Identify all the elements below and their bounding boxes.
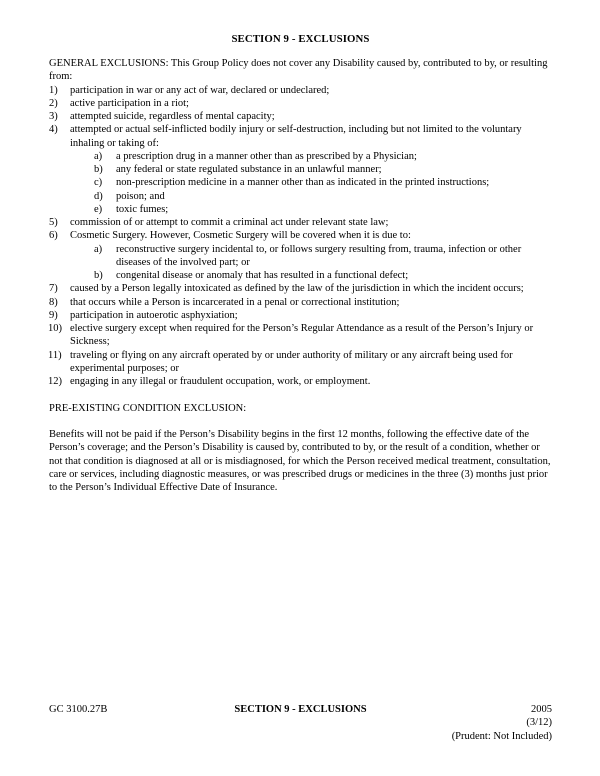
footer-year: 2005 (531, 704, 552, 715)
page-title: SECTION 9 - EXCLUSIONS (231, 33, 370, 45)
list-item (49, 97, 552, 110)
sublist-marker: b) (94, 164, 103, 175)
list-item (49, 123, 552, 216)
list-item (49, 322, 552, 349)
list-item-text: engaging in any illegal or fraudulent occupation, work, or employment. (70, 376, 371, 387)
list-item (49, 309, 552, 322)
list-marker: 2) (49, 97, 58, 109)
list-marker: 3) (49, 111, 58, 122)
sublist-item (70, 203, 552, 216)
sublist-item-text: congenital disease or anomaly that has resulted in a functional defect; (116, 270, 409, 281)
spacer (49, 388, 552, 401)
list-item-text: participation in autoerotic asphyxiation; (70, 309, 238, 321)
sublist-item (70, 150, 552, 163)
sublist-item-text: non-prescription medicine in a manner other than as indicated in the printed instructions; (116, 177, 490, 189)
footer-page-indicator: (3/12) (526, 717, 552, 729)
list-item (49, 84, 552, 97)
list-marker: 12) (48, 376, 62, 387)
list-item-text: commission of or attempt to commit a criminal act under relevant state law; (70, 217, 389, 228)
list-item-text: that occurs while a Person is incarcerated in a penal or correctional institution; (70, 296, 400, 308)
general-exclusions-paragraph (49, 57, 552, 84)
sublist-item-text: any federal or state regulated substance in an unlawful manner; (116, 164, 382, 175)
sublist-item (70, 176, 552, 189)
list-item-text: elective surgery except when required for the Person’s Regular Attendance as a result of the Person’s Injury or Sickness; (70, 323, 534, 348)
preexisting-heading: PRE-EXISTING CONDITION EXCLUSION: (49, 402, 247, 414)
sublist-marker: a) (94, 150, 103, 162)
list-item-text: participation in war or any act of war, declared or undeclared; (70, 84, 330, 96)
document-body (49, 57, 552, 494)
sublist-item-text: a prescription drug in a manner other than as prescribed by a Physician; (116, 150, 417, 162)
list-marker: 9) (49, 309, 58, 321)
list-item-text: attempted or actual self-inflicted bodily injury or self-destruction, including but not limited to the voluntary inhaling or taking of: (70, 124, 522, 149)
sublist-marker: b) (94, 270, 103, 281)
sublist-marker: c) (94, 177, 103, 189)
list-marker: 10) (48, 323, 62, 334)
exclusions-list (49, 84, 552, 389)
footer-row-primary (49, 703, 552, 716)
list-marker: 4) (49, 124, 58, 136)
sublist-item (70, 163, 552, 176)
list-marker: 5) (49, 217, 58, 228)
list-item (49, 216, 552, 229)
sublist-item (70, 190, 552, 203)
sublist-item-text: poison; and (116, 190, 165, 202)
list-item (49, 296, 552, 309)
sublist-item-text: toxic fumes; (116, 203, 169, 215)
list-marker: 1) (49, 84, 58, 96)
list-item (49, 349, 552, 376)
sublist-marker: a) (94, 243, 103, 255)
sublist-item-text: reconstructive surgery incidental to, or follows surgery resulting from, trauma, infection or other diseases of the involved part; or (116, 243, 522, 268)
general-exclusions-lead-text: : This Group Policy does not cover any Disability caused by, contributed to by, or resulting from: (49, 58, 548, 83)
sublist-marker: e) (94, 203, 103, 215)
preexisting-paragraph: Benefits will not be paid if the Person’s Disability begins in the first 12 months, following the effective date of the Person’s coverage; and the Person’s Disability is caused by, contributed to by, or the result of a condition, whether or not that condition is diagnosed at all or is misdiagnosed, for which the Person received medical treatment, consultation, care or services, including diagnostic measures, or was prescribed drugs or medicines in the three (3) months just prior to the Person’s Individual Effective Date of Insurance. (49, 429, 551, 493)
general-exclusions-label: GENERAL EXCLUSIONS (49, 58, 166, 69)
sublist-marker: d) (94, 190, 103, 202)
list-item-text: Cosmetic Surgery. However, Cosmetic Surgery will be covered when it is due to: (70, 230, 411, 242)
list-item (49, 229, 552, 282)
sublist-item (70, 269, 552, 282)
list-item (49, 375, 552, 388)
footer-row-note (49, 730, 552, 743)
footer-form-number: GC 3100.27B (49, 704, 108, 715)
spacer (49, 415, 552, 428)
list-item (49, 110, 552, 123)
list-item-text: attempted suicide, regardless of mental capacity; (70, 111, 275, 122)
sublist-item (70, 243, 552, 270)
footer-note: (Prudent: Not Included) (451, 730, 552, 742)
footer-section-title: SECTION 9 - EXCLUSIONS (234, 704, 367, 715)
list-marker: 6) (49, 230, 58, 242)
list-item-text: active participation in a riot; (70, 97, 189, 109)
list-marker: 11) (48, 349, 62, 361)
list-marker: 8) (49, 296, 58, 308)
list-item (49, 282, 552, 295)
list-item-text: caused by a Person legally intoxicated as defined by the law of the jurisdiction in which the incident occurs; (70, 283, 524, 295)
list-marker: 7) (49, 283, 58, 295)
sublist (70, 243, 552, 283)
page-footer (49, 703, 552, 743)
sublist (70, 150, 552, 216)
footer-row-page (49, 716, 552, 729)
list-item-text: traveling or flying on any aircraft operated by or under authority of military or any aircraft being used for experimental purposes; or (70, 349, 513, 374)
